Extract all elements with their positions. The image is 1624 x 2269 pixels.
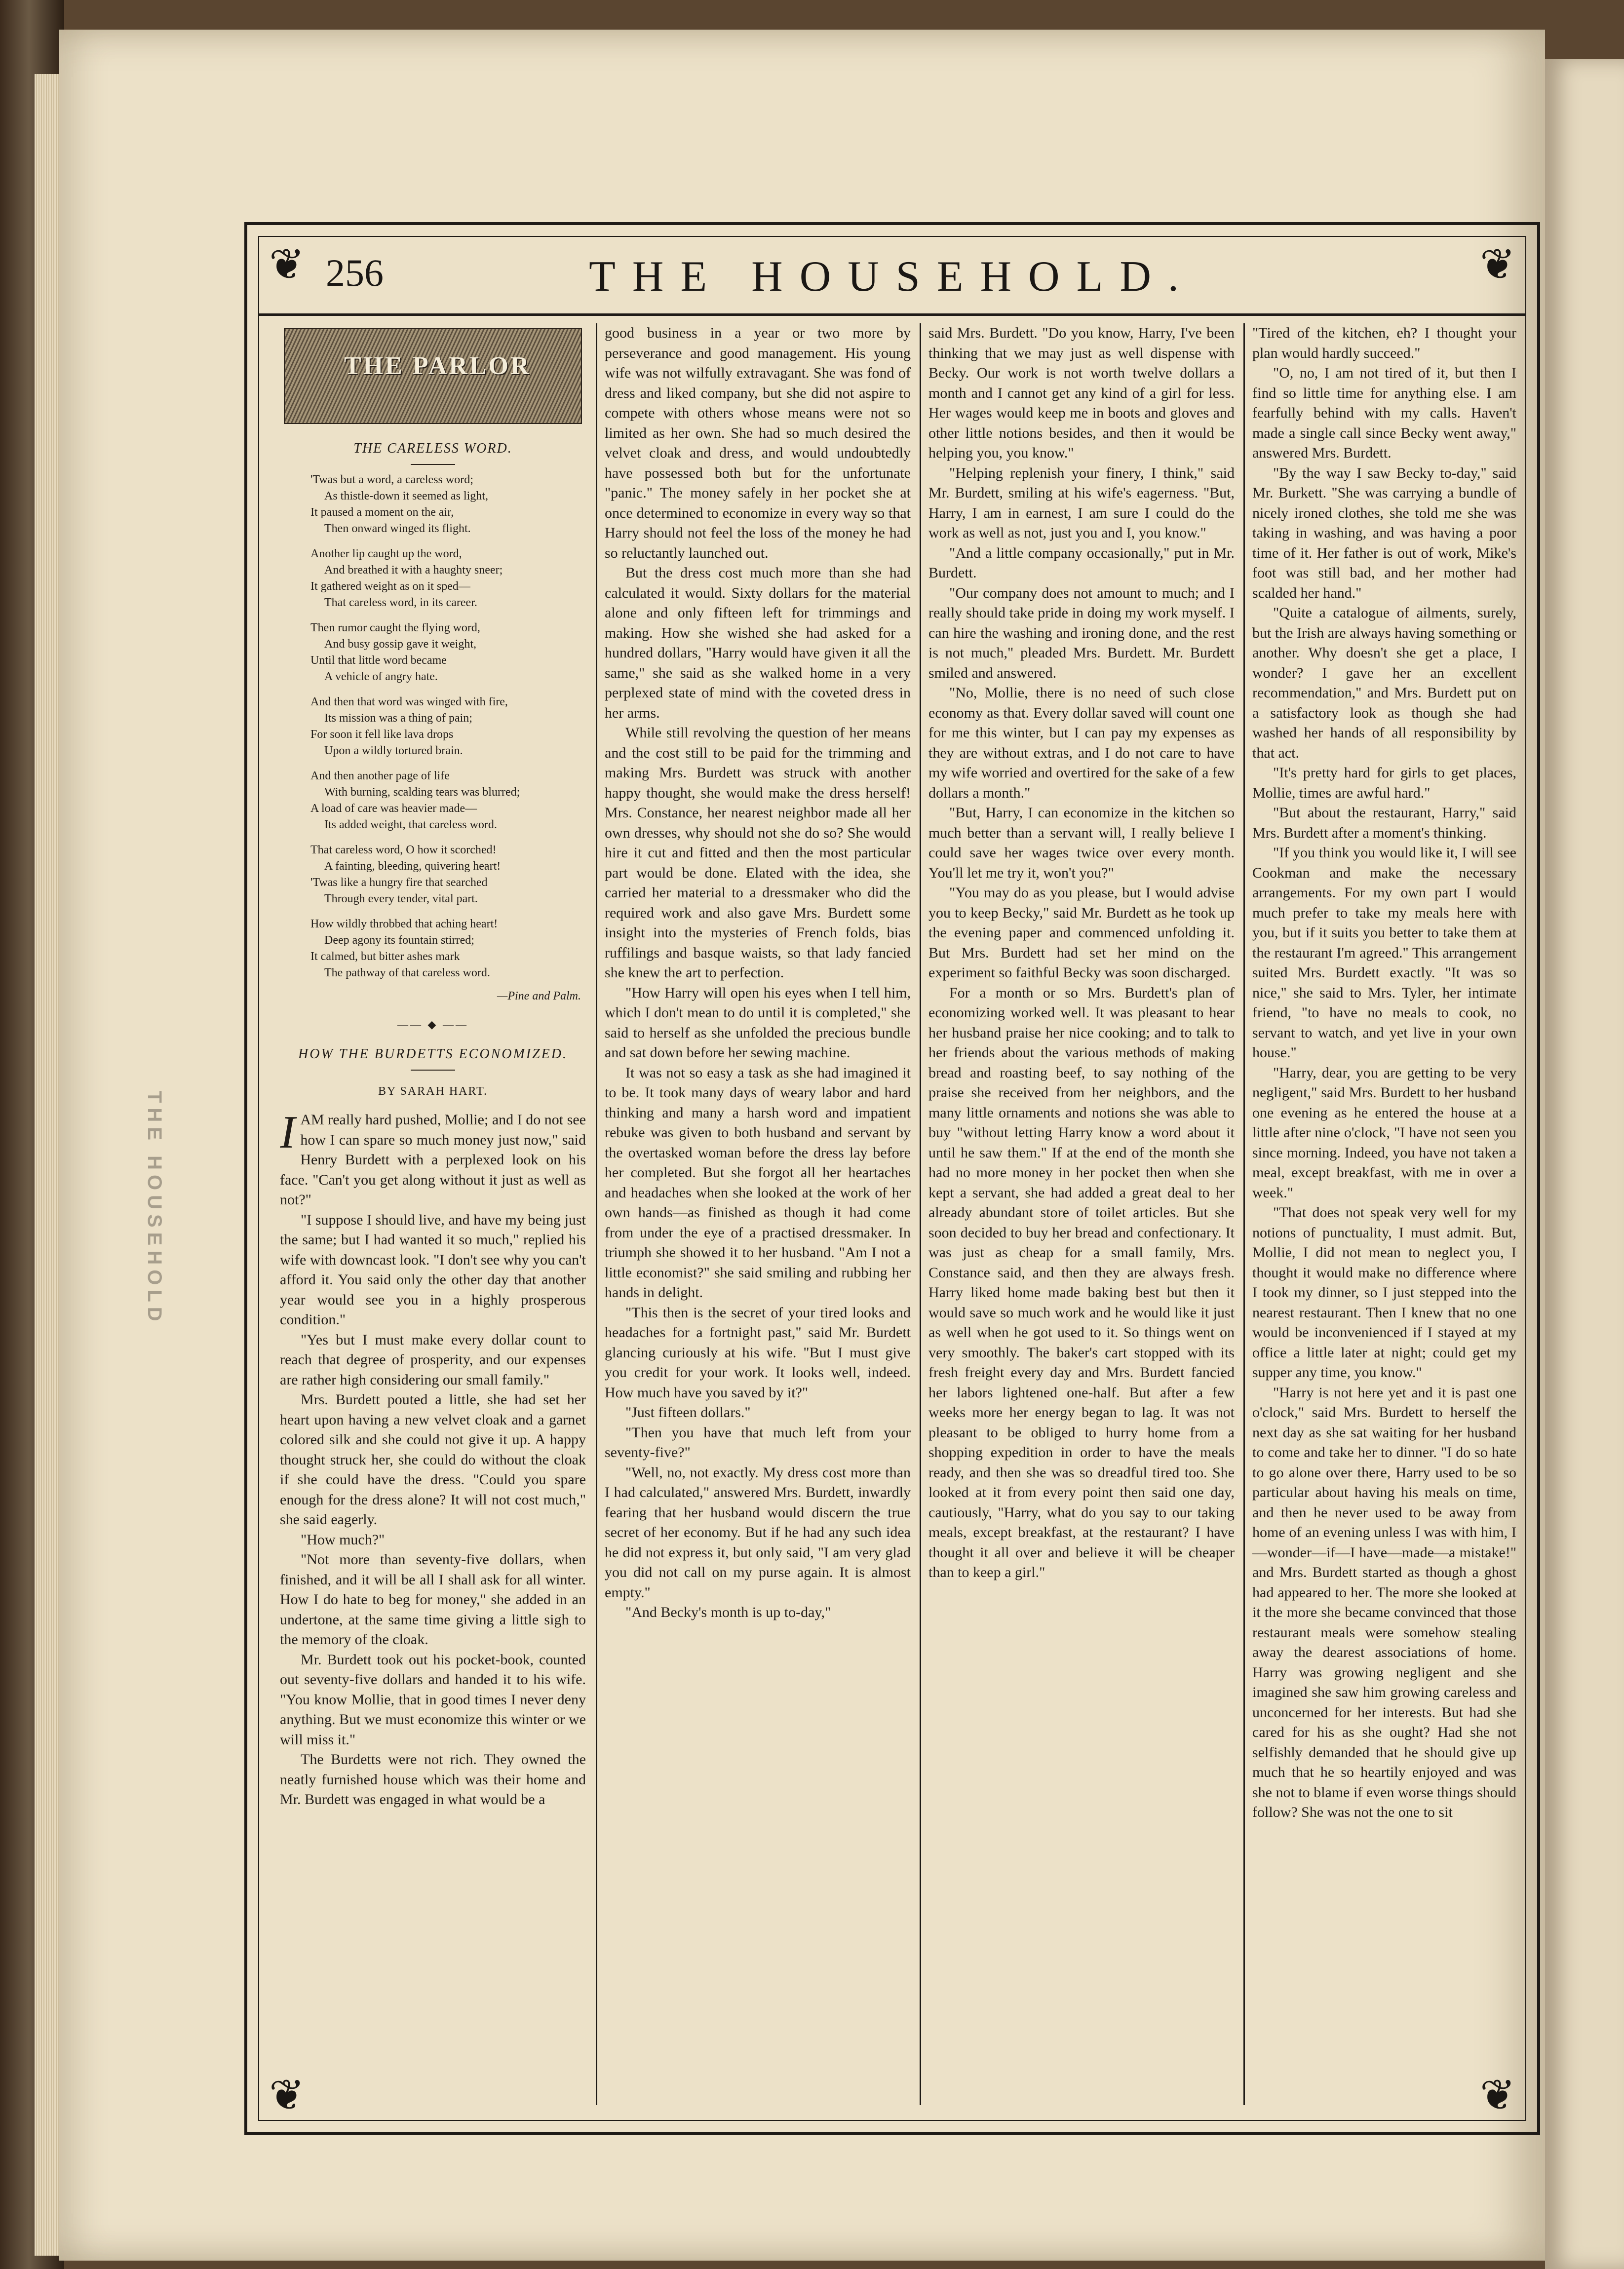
poem-line: And breathed it with a haughty sneer; — [324, 563, 503, 577]
poem-line: For soon it fell like lava drops — [310, 728, 454, 741]
paragraph: "This then is the secret of your tired looks and headaches for a fortnight past," said Mr. Burdett glancing curiously at his wife. "But I must give you credit for your work. It looks well, indeed. How much have you saved by it?" — [605, 1304, 911, 1401]
flourish-ornament-icon: ❦ — [1479, 2072, 1516, 2119]
facing-page-edge — [1545, 59, 1624, 2269]
spine-text: THE HOUSEHOLD — [144, 1091, 165, 1326]
poem-line: And then another page of life — [310, 769, 450, 782]
page-frame — [244, 222, 1540, 2135]
column-rule — [1243, 323, 1245, 2105]
paragraph: For a month or so Mrs. Burdett's plan of economizing worked well. It was pleasant to hear her husband praise her nice cooking; and to talk to her friends about the various methods of making bread and roasting beef, to say nothing of the praise she received from her neighbors, and the many little ornaments and notions she was able to buy "without letting Harry know a word about it until he saw them." If at the end of the month she had no more money in her pocket then when she kept a servant, she had added a great deal to her already abundant store of toilet articles. But she soon decided to buy her bread and confectionary. It was just as cheap for a small family, Mrs. Constance said, and then they are always fresh. Harry liked home made baking best but then it would save so much work and he would like it just as well when he got used to it. So things went on very smoothly. The baker's cart stopped with its fresh freight every day and Mrs. Burdett fancied her labors lightened one-half. But after a few weeks more her energy began to lag. It was not pleasant to be obliged to hurry home from a shopping expedition in order to have the meals ready, and then she was so dreadful tired too. She looked at it from every point then said one day, cautiously, "Harry, what do you say to our taking meals, except breakfast, at the restaurant? I have thought it all over and believe it will be cheaper than to keep a girl." — [928, 984, 1235, 1580]
paragraph: Mrs. Burdett pouted a little, she had set her heart upon having a new velvet cloak and a garnet colored silk and she could not give it up. A happy thought struck her, she could do without the cloak if she could have the dress. "Could you spare enough for the dress alone? It will not cost much," she said eagerly. — [280, 1391, 586, 1528]
paragraph: "Helping replenish your finery, I think," said Mr. Burdett, smiling at his wife's eagerness. "But, Harry, I am in earnest, I am sure I could do the work as well as not, just you and I, you know." — [928, 464, 1235, 541]
poem-line: As thistle-down it seemed as light, — [324, 489, 488, 502]
poem-line: That careless word, O how it scorched! — [310, 843, 497, 856]
paragraph: "How much?" — [301, 1531, 385, 1548]
vignette-label: THE PARLOR — [344, 352, 531, 380]
ornament-divider-icon: —— ◆ —— — [397, 1018, 468, 1031]
paragraph: "You may do as you please, but I would advise you to keep Becky," said Mr. Burdett as he took up the evening paper and commenced unfolding it. But Mrs. Burdett had set her mind on the experiment so faithful Becky was soon discharged. — [928, 885, 1235, 981]
poem-line: Another lip caught up the word, — [310, 547, 462, 560]
paragraph: "Quite a catalogue of ailments, surely, but the Irish are always having something or another. Why doesn't she get a place, I wonder? I gave her an excellent recommendation," and Mrs. Burdett put on a satisfactory look as though she had washed her hands of all responsibility by that act. — [1252, 605, 1516, 761]
paragraph: "Then you have that much left from your seventy-five?" — [605, 1424, 911, 1461]
poem-line: Upon a wildly tortured brain. — [324, 744, 463, 757]
poem-line: The pathway of that careless word. — [324, 966, 490, 979]
poem-body — [310, 472, 586, 981]
page-frame-inner — [258, 236, 1526, 2121]
poem-line: 'Twas but a word, a careless word; — [310, 473, 473, 486]
paragraph: "Well, no, not exactly. My dress cost more than I had calculated," answered Mrs. Burdett, inwardly fearing that her husband would discern the true secret of her economy. But if he had any such idea he did not express it, but only said, "I am very glad you did not call on my purse again. It is almost empty." — [605, 1464, 911, 1601]
paragraph: "I suppose I should live, and have my being just the same; but I had wanted it so much," replied his wife with downcast look. "I don't see why you can't afford it. You said only the other day that another year would see you in a highly prosperous condition." — [280, 1211, 586, 1328]
column-3 — [928, 323, 1235, 2102]
divider — [411, 464, 455, 465]
poem-line: 'Twas like a hungry fire that searched — [310, 876, 488, 889]
poem-line: With burning, scalding tears was blurred; — [324, 785, 520, 799]
poem-title: THE CARELESS WORD. — [353, 441, 512, 456]
paragraph: "By the way I saw Becky to-day," said Mr. Burkett. "She was carrying a bundle of nicely ironed clothes, she told me she was taking in washing, and was having a poor time of it. Her father is out of work, Mike's foot was still bad, and her mother had scalded her hand." — [1252, 464, 1516, 601]
paragraph: Mr. Burdett took out his pocket-book, counted out seventy-five dollars and handed it to his wife. "You know Mollie, that in good times I never deny anything. But we must economize this winter or we will miss it." — [280, 1651, 586, 1748]
poem-line: Then rumor caught the flying word, — [310, 621, 480, 634]
paragraph: "Just fifteen dollars." — [625, 1404, 751, 1421]
column-1 — [280, 323, 586, 2102]
poem-line: And then that word was winged with fire, — [310, 695, 508, 708]
header-rule — [259, 313, 1525, 316]
column-4 — [1252, 323, 1516, 2102]
paragraph: While still revolving the question of her means and the cost still to be paid for the trimming and making Mrs. Burdett was struck with another happy thought, she would make the dress herself! Mrs. Constance, her nearest neighbor made all her own dresses, why should not she do so? She would hire it cut and fitted and then the most particular part would be done. Elated with the idea, she carried her material to a dressmaker who did the required work and also gave Mrs. Burdett some insight into the mysteries of French folds, bias ruffilings and basque waists, so that lady fancied she knew the art to perfection. — [605, 725, 911, 981]
paragraph: "O, no, I am not tired of it, but then I find so little time for anything else. I am fearfully behind with my calls. Haven't made a single call since Becky went away," answered Mrs. Burdett. — [1252, 365, 1516, 461]
running-title: THE HOUSEHOLD. — [589, 253, 1196, 301]
paragraph: "How Harry will open his eyes when I tell him, which I don't mean to do until it is completed," she said to herself as she unfolded the precious bundle and sat down before her sewing machine. — [605, 984, 911, 1061]
paragraph: "And a little company occasionally," put in Mr. Burdett. — [928, 544, 1235, 581]
poem-line: It gathered weight as on it sped— — [310, 579, 470, 593]
poem-line: Until that little word became — [310, 654, 447, 667]
poem-stanza — [310, 768, 586, 833]
paragraph: "Harry is not here yet and it is past one o'clock," said Mrs. Burdett to herself the next day as she sat waiting for her husband to come and take her to dinner. "I do so hate to go alone over there, Harry used to be so particular about having his meals on time, and then he never used to be away from home of an evening unless I was with him, I—wonder—if—I have—made—a mistake!" and Mrs. Burdett started as though a ghost had appeared to her. The more she looked at it the more she became convinced that those restaurant meals were somehow stealing away the dearest associations of home. Harry was growing negligent and she imagined she saw him growing careless and unconcerned for her interests. But had she cared for his as she ought? Had she not selfishly demanded that he should give up much that he so heartily enjoyed and was she not to blame if even worse things should follow? She was not the one to sit — [1252, 1384, 1516, 1820]
paragraph: "If you think you would like it, I will see Cookman and make the necessary arrangements. For my own part I would much prefer to take my meals here with you, but if it suits you better to take them at the restaurant I'm agreed." This arrangement suited Mrs. Burdett exactly. "It was so nice," she said to Mrs. Tyler, her intimate friend, "to have no meals to cook, no servant to watch, and yet live in your own house." — [1252, 845, 1516, 1061]
poem-line: It calmed, but bitter ashes mark — [310, 950, 460, 963]
poem-line: A fainting, bleeding, quivering heart! — [324, 859, 501, 873]
paragraph: It was not so easy a task as she had imagined it to be. It took many days of weary labor and hard thinking and many a harsh word and impatient rebuke was given to both husband and servant by the overtasked woman before the dress lay before her completed. But she forgot all her heartaches and headaches when she looked at the work of her own hands—as finished as though it had come from under the eye of a practised dressmaker. In triumph she showed it to her husband. "Am I not a little economist?" she said smiling and rubbing her hands in delight. — [605, 1064, 911, 1301]
column-rule — [920, 323, 921, 2105]
paragraph: "That does not speak very well for my notions of punctuality, I must admit. But, Mollie, I did not mean to neglect you, I thought it would make no difference where I took my dinner, so I just stepped into the nearest restaurant. Then I knew that no one would be inconvenienced if I stayed at my office a little later at night; could get my supper any time, you know." — [1252, 1204, 1516, 1381]
poem-line: A vehicle of angry hate. — [324, 670, 438, 683]
poem-stanza — [310, 916, 586, 981]
paragraph: said Mrs. Burdett. "Do you know, Harry, I've been thinking that we may just as well dispense with Becky. Our work is not worth twelve dollars a month and I cannot get any kind of a girl for less. Her wages would keep me in boots and gloves and other little notions besides, and then it would be helping you, you know." — [928, 325, 1235, 461]
book-page — [59, 30, 1545, 2261]
poem-line: Its added weight, that careless word. — [324, 818, 497, 831]
paragraph: "Our company does not amount to much; and I really should take pride in doing my work myself. I can hire the washing and ironing done, and the rest is not much," pleaded Mrs. Burdett. Mr. Burdett smiled and answered. — [928, 584, 1235, 681]
column-2 — [605, 323, 911, 2102]
poem-stanza — [310, 546, 586, 611]
paragraph: "Not more than seventy-five dollars, when finished, and it will be all I shall ask for all winter. How I do hate to beg for money," she added in an undertone, at the same time giving a little sigh to the memory of the cloak. — [280, 1551, 586, 1648]
flourish-ornament-icon: ❦ — [269, 2072, 305, 2119]
paragraph: "And Becky's month is up to-day," — [625, 1604, 831, 1620]
paragraph: "It's pretty hard for girls to get places, Mollie, times are awful hard." — [1252, 765, 1516, 801]
paragraph: good business in a year or two more by perseverance and good management. His young wife was not wilfully extravagant. She was fond of dress and liked company, but she did not aspire to compete with others whose means were not so limited as her own. She had so much desired the velvet cloak and dress, and would undoubtedly have possessed both but for the unfortunate "panic." The money safely in her pocket she at once determined to economize in every way so that Harry should not feel the loss of the money he had so reluctantly launched out. — [605, 325, 911, 561]
divider — [411, 1070, 455, 1071]
paragraph: "But, Harry, I can economize in the kitchen so much better than a servant will, I really believe I could save her wages twice over every month. You'll let me try it, won't you?" — [928, 805, 1235, 881]
flourish-ornament-icon: ❦ — [269, 241, 305, 288]
paragraph: "Yes but I must make every dollar count to reach that degree of prosperity, and our expenses are rather high considering our small family." — [280, 1331, 586, 1388]
paragraph: The Burdetts were not rich. They owned the neatly furnished house which was their home and Mr. Burdett was engaged in what would be a — [280, 1751, 586, 1808]
poem-line: Deep agony its fountain stirred; — [324, 933, 474, 947]
poem-line: Then onward winged its flight. — [324, 522, 471, 535]
poem-line: And busy gossip gave it weight, — [324, 637, 476, 651]
poem-line: How wildly throbbed that aching heart! — [310, 917, 498, 930]
poem-stanza — [310, 842, 586, 907]
parlor-vignette — [284, 328, 582, 424]
poem-stanza — [310, 620, 586, 685]
poem-attribution: —Pine and Palm. — [497, 989, 581, 1002]
page-number: 256 — [326, 251, 384, 294]
poem-line: A load of care was heavier made— — [310, 802, 477, 815]
column-rule — [596, 323, 597, 2105]
poem-line: It paused a moment on the air, — [310, 505, 454, 519]
paragraph: "Tired of the kitchen, eh? I thought your plan would hardly succeed." — [1252, 325, 1516, 361]
poem-stanza — [310, 694, 586, 759]
poem-stanza — [310, 472, 586, 537]
paragraph: "Harry, dear, you are getting to be very negligent," said Mrs. Burdett to her husband one evening as he entered the house at a little after nine o'clock, "I have not seen you since morning. Indeed, you have not taken a meal, except breakfast, with me in over a week." — [1252, 1064, 1516, 1201]
poem-line: Its mission was a thing of pain; — [324, 711, 472, 725]
story-byline: BY SARAH HART. — [378, 1084, 488, 1098]
poem-line: Through every tender, vital part. — [324, 892, 478, 905]
poem-line: That careless word, in its career. — [324, 596, 477, 609]
story-title: HOW THE BURDETTS ECONOMIZED. — [298, 1046, 568, 1062]
paragraph: "No, Mollie, there is no need of such close economy as that. Every dollar saved will count one for me this winter, but I can pay my expenses as they are without extras, and I do not care to have my wife worried and overtired for the sake of a few dollars a month." — [928, 685, 1235, 801]
paragraph: IAM really hard pushed, Mollie; and I do not see how I can spare so much money just now," said Henry Burdett with a perplexed look on his face. "Can't you get along without it just as well as not?" — [280, 1107, 586, 1208]
drop-cap: I — [280, 1107, 296, 1158]
paragraph: But the dress cost much more than she had calculated it would. Sixty dollars for the material alone and only fifteen left for trimmings and making. How she wished she had asked for a hundred dollars, "Harry would have given it all the same," she said as she walked home in a very perplexed state of mind with the coveted dress in her arms. — [605, 565, 911, 721]
paragraph: "But about the restaurant, Harry," said Mrs. Burdett after a moment's thinking. — [1252, 805, 1516, 841]
flourish-ornament-icon: ❦ — [1479, 241, 1516, 288]
